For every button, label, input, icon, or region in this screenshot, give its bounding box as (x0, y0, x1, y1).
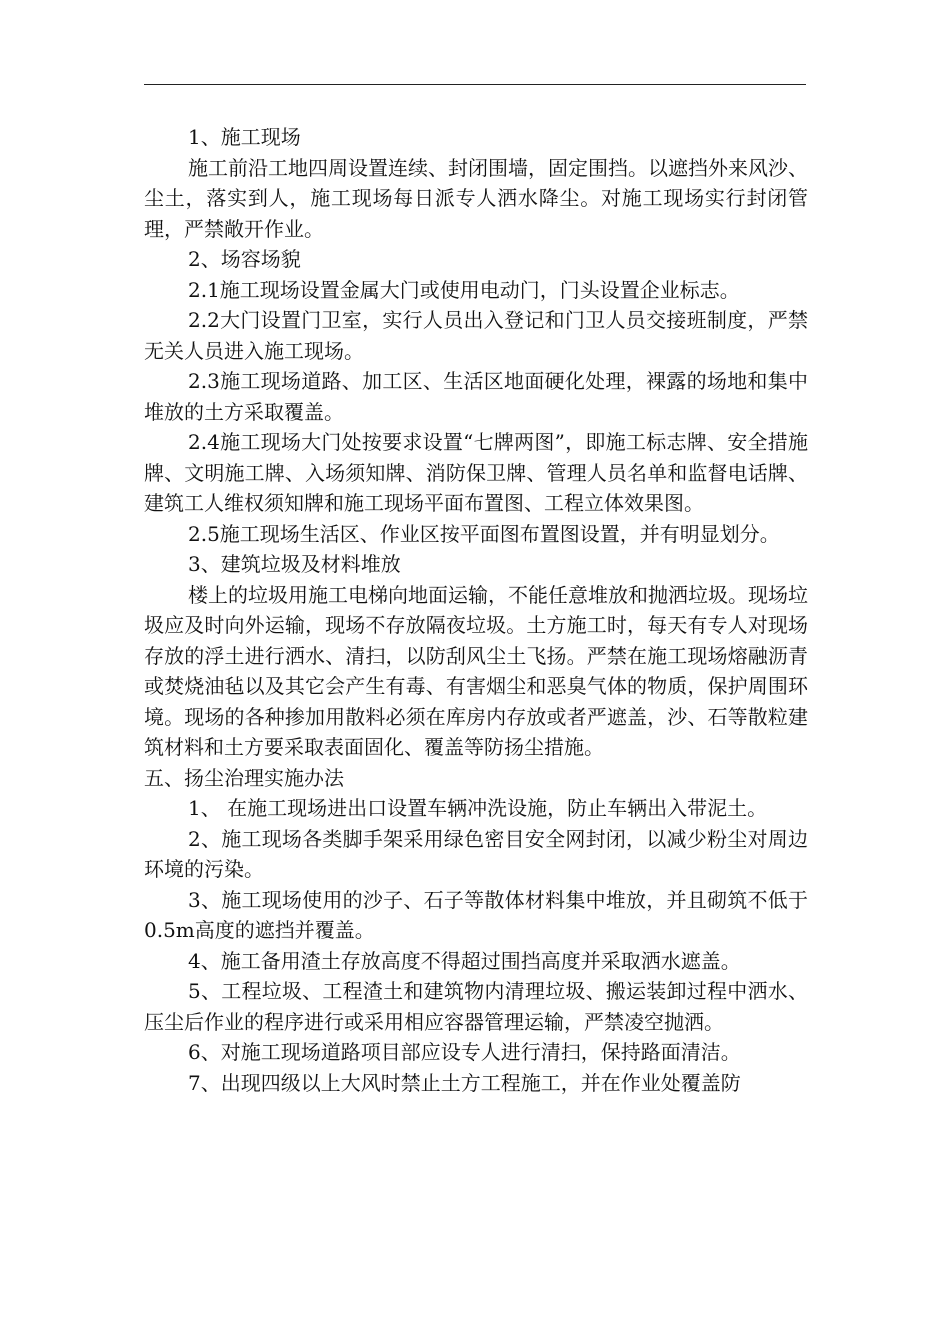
list-item: 3、施工现场使用的沙子、石子等散体材料集中堆放，并且砌筑不低于0.5m高度的遮挡并覆盖。 (144, 887, 808, 942)
document-body (144, 122, 808, 1098)
paragraph: 2.5施工现场生活区、作业区按平面图布置图设置，并有明显划分。 (188, 521, 780, 546)
paragraph: 2.2大门设置门卫室，实行人员出入登记和门卫人员交接班制度，严禁无关人员进入施工现场。 (144, 308, 808, 363)
list-item: 6、对施工现场道路项目部应设专人进行清扫，保持路面清洁。 (188, 1040, 741, 1064)
section-heading-site-appearance: 2、场容场貌 (188, 247, 301, 271)
section-heading-waste-materials: 3、建筑垃圾及材料堆放 (188, 552, 401, 576)
paragraph: 2.4施工现场大门处按要求设置“七牌两图”，即施工标志牌、安全措施牌、文明施工牌、入场须知牌、消防保卫牌、管理人员名单和监督电话牌、建筑工人维权须知牌和施工现场平面布置图、工程立体效果图。 (144, 430, 808, 515)
list-item: 2、施工现场各类脚手架采用绿色密目安全网封闭，以减少粉尘对周边环境的污染。 (144, 826, 808, 881)
list-item: 7、出现四级以上大风时禁止土方工程施工，并在作业处覆盖防 (188, 1070, 741, 1095)
header-rule (144, 84, 806, 85)
paragraph: 施工前沿工地四周设置连续、封闭围墙，固定围挡。以遮挡外来风沙、尘土，落实到人，施工现场每日派专人洒水降尘。对施工现场实行封闭管理，严禁敞开作业。 (144, 155, 808, 241)
list-item: 4、施工备用渣土存放高度不得超过围挡高度并采取洒水遮盖。 (188, 948, 741, 973)
list-item: 1、 在施工现场进出口设置车辆冲洗设施，防止车辆出入带泥土。 (188, 796, 768, 820)
section-heading-site: 1、施工现场 (188, 125, 301, 149)
paragraph: 2.1施工现场设置金属大门或使用电动门，门头设置企业标志。 (188, 277, 740, 302)
paragraph: 楼上的垃圾用施工电梯向地面运输，不能任意堆放和抛洒垃圾。现场垃圾应及时向外运输，现场不存放隔夜垃圾。土方施工时，每天有专人对现场存放的浮土进行洒水、清扫，以防刮风尘土飞扬。严禁在施工现场熔融沥青或焚烧油毡以及其它会产生有毒、有害烟尘和恶臭气体的物质，保护周围环境。现场的各种掺加用散料必须在库房内存放或者严遮盖，沙、石等散粒建筑材料和土方要采取表面固化、覆盖等防扬尘措施。 (144, 582, 808, 759)
chapter-heading-dust-control: 五、扬尘治理实施办法 (144, 765, 344, 790)
paragraph: 2.3施工现场道路、加工区、生活区地面硬化处理，裸露的场地和集中堆放的土方采取覆盖。 (144, 369, 808, 424)
list-item: 5、工程垃圾、工程渣土和建筑物内清理垃圾、搬运装卸过程中洒水、压尘后作业的程序进行或采用相应容器管理运输，严禁凌空抛洒。 (144, 979, 808, 1034)
